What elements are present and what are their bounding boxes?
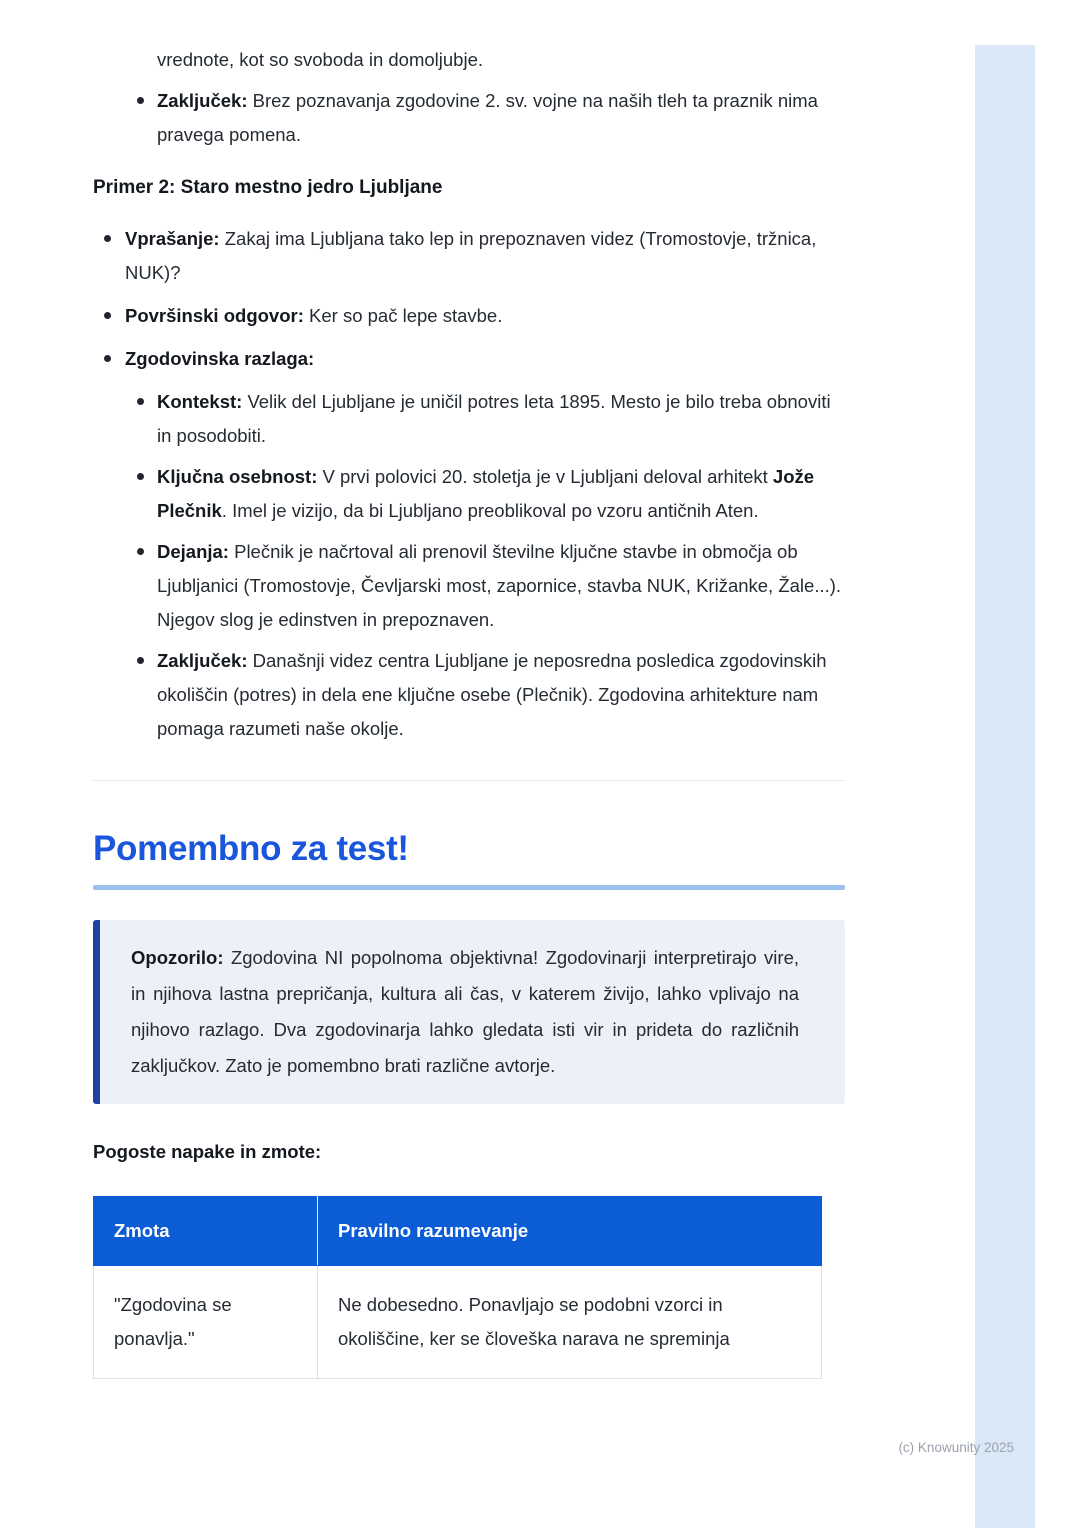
list-item-dejanja <box>93 535 845 637</box>
page-margin-stripe <box>975 45 1035 1528</box>
table-row <box>94 1266 822 1379</box>
document-content <box>93 0 845 1379</box>
list-item-body: Brez poznavanja zgodovine 2. sv. vojne na naših tleh ta praznik nima pravega pomena. <box>157 90 818 145</box>
inline-bold-name: Jože Plečnik <box>157 466 815 521</box>
list-item-continuation <box>93 43 845 77</box>
list-item-body: Velik del Ljubljane je uničil potres leta 1895. Mesto je bilo treba obnoviti in posodobiti. <box>157 391 831 446</box>
list-item-label: Zgodovinska razlaga: <box>125 348 315 369</box>
mistakes-heading: Pogoste napake in zmote: <box>93 1141 322 1162</box>
list-item-body-start: V prvi polovici 20. stoletja je v Ljubljani deloval arhitekt <box>322 466 768 487</box>
bullet-icon <box>137 473 144 480</box>
bullet-icon <box>104 235 111 242</box>
list-item-label: Površinski odgovor: <box>125 305 304 326</box>
bullet-icon <box>104 355 111 362</box>
list-item-label: Zaključek: <box>157 90 248 111</box>
list-item-kljucna-osebnost <box>93 460 845 528</box>
list-item-body: Plečnik je načrtoval ali prenovil številne ključne stavbe in območja ob Ljubljanici (Tromostovje, Čevljarski most, zapornice, stavba NUK, Križanke, Žale...). Njegov slog je edinstven in prepoznaven. <box>157 541 842 630</box>
list-item-label: Ključna osebnost: <box>157 466 318 487</box>
list-item-text <box>157 644 845 746</box>
table-body <box>94 1266 822 1379</box>
bullet-icon <box>137 548 144 555</box>
column-header-zmota: Zmota <box>94 1197 318 1266</box>
list-item-zakljucek <box>93 644 845 746</box>
list-item-kontekst <box>93 385 845 453</box>
list-item-text <box>157 385 845 453</box>
callout-body: Zgodovina NI popolnoma objektivna! Zgodovinarji interpretirajo vire, in njihova lastna prepričanja, kultura ali čas, v katerem živijo, lahko vplivajo na njihovo razlago. Dva zgodovinarja lahko gledata isti vir in prideta do različnih zaključkov. Zato je pomembno brati različne avtorje. <box>131 947 800 1076</box>
callout-text <box>131 947 799 1076</box>
list-item-zakljucek-top <box>93 84 845 152</box>
list-item-text <box>125 299 845 333</box>
list-item-povrsinski-odgovor <box>93 299 845 333</box>
bullet-icon <box>137 398 144 405</box>
table-header <box>94 1197 822 1266</box>
list-item-vprasanje <box>93 222 845 290</box>
bullet-icon <box>137 97 144 104</box>
warning-callout <box>93 920 845 1104</box>
list-item-text <box>157 535 845 637</box>
list-item-label: Zaključek: <box>157 650 248 671</box>
list-item-text: vrednote, kot so svoboda in domoljubje. <box>157 49 484 70</box>
list-item-label: Dejanja: <box>157 541 229 562</box>
list-item-body-end: . Imel je vizijo, da bi Ljubljano preoblikoval po vzoru antičnih Aten. <box>221 500 759 521</box>
list-item-zgodovinska-razlaga <box>93 342 845 376</box>
watermark: (c) Knowunity 2025 <box>898 1440 1014 1455</box>
list-item-body: Današnji videz centra Ljubljane je neposredna posledica zgodovinskih okoliščin (potres) in dela ene ključne osebe (Plečnik). Zgodovina arhitekture nam pomaga razumeti naše okolje. <box>157 650 827 739</box>
section-heading-primer2: Primer 2: Staro mestno jedro Ljubljane <box>93 177 443 198</box>
list-item-body: Zakaj ima Ljubljana tako lep in prepoznaven videz (Tromostovje, tržnica, NUK)? <box>125 228 817 283</box>
section-divider <box>93 780 845 781</box>
heading-underline-bar <box>93 885 845 890</box>
page-title: Pomembno za test! <box>93 829 409 868</box>
list-item-text <box>157 84 845 152</box>
list-item-body: Ker so pač lepe stavbe. <box>309 305 503 326</box>
list-item-text <box>125 222 845 290</box>
bullet-icon <box>104 312 111 319</box>
mistakes-table <box>93 1196 822 1379</box>
cell-razumevanje: Ne dobesedno. Ponavljajo se podobni vzorci in okoliščine, ker se človeška narava ne spreminja <box>318 1266 822 1379</box>
list-item-text <box>157 460 845 528</box>
column-header-pravilno-razumevanje: Pravilno razumevanje <box>318 1197 822 1266</box>
list-item-label: Kontekst: <box>157 391 243 412</box>
list-item-text <box>125 342 845 376</box>
bullet-icon <box>137 657 144 664</box>
list-item-label: Vprašanje: <box>125 228 220 249</box>
callout-label: Opozorilo: <box>131 947 224 968</box>
cell-zmota: "Zgodovina se ponavlja." <box>94 1266 318 1379</box>
table-header-row <box>94 1197 822 1266</box>
